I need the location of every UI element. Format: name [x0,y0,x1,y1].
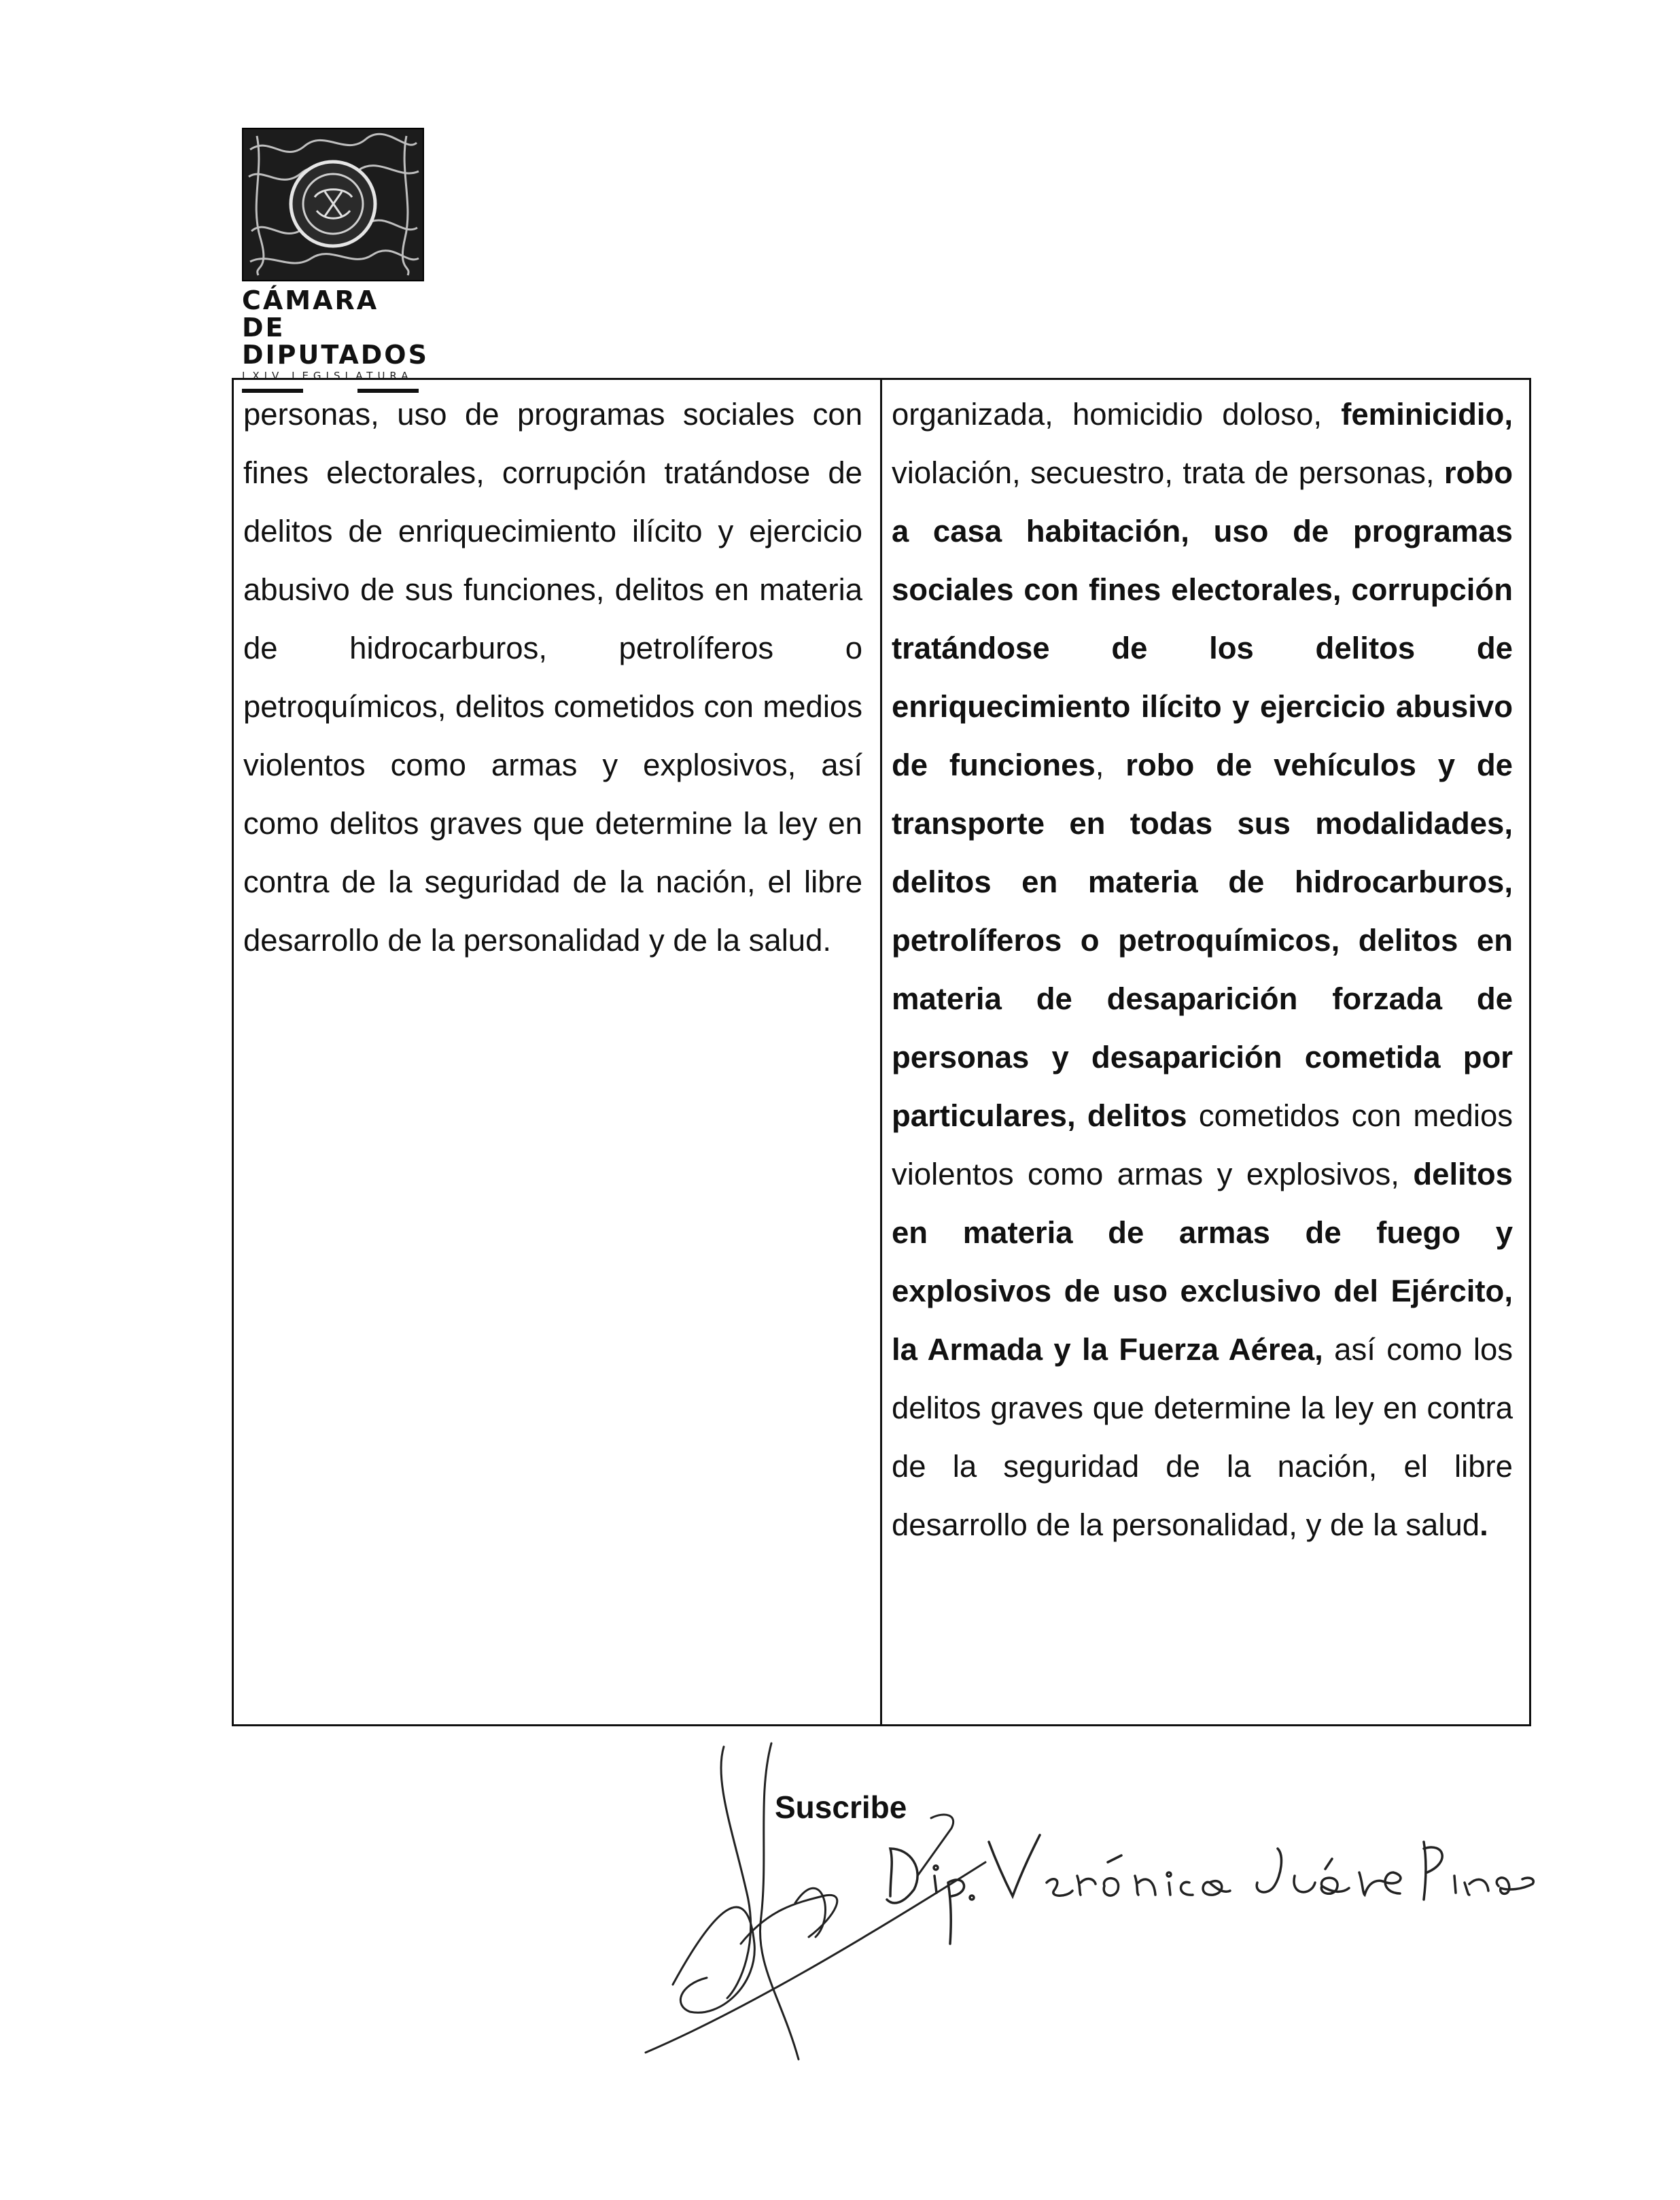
comparison-table [232,378,1531,1726]
legislature-label: LXIV LEGISLATURA [242,370,413,382]
text-segment-bold: feminicidio, [1341,397,1513,432]
text-segment-bold: robo de vehículos y de transporte en todas sus modalidades, delitos en materia de hidrocarburos, petrolíferos o petroquímicos, delitos en materia de desaparición forzada de personas y desaparición cometida por particulares, delitos [892,748,1513,1133]
text-segment-bold: robo a casa habitación, uso de programas sociales con fines electorales, corrupción tratándose de los delitos de enriquecimiento ilícito y ejercicio abusivo de funciones [892,455,1513,782]
institution-name: CÁMARA DE DIPUTADOS [242,285,429,370]
table-column-proposed [882,380,1529,1724]
text-segment: cometidos con medios violentos como armas y explosivos, [892,1098,1513,1191]
subscribe-label: Suscribe [775,1789,907,1825]
header-logo [242,128,432,393]
signature-block [632,1740,1543,2093]
text-segment-bold: delitos en materia de armas de fuego y explosivos de uso exclusivo del Ejército, la Armada y la Fuerza Aérea, [892,1157,1513,1367]
proposed-text [892,385,1513,1554]
handwritten-signature [632,1740,1543,2093]
current-text: personas, uso de programas sociales con fines electorales, corrupción tratándose de delitos de enriquecimiento ilícito y ejercicio abusivo de sus funciones, delitos en materia de hidrocarburos, petrolíferos o petroquímicos, delitos cometidos con medios violentos como armas y explosivos, así como delitos graves que determine la ley en contra de la seguridad de la nación, el libre desarrollo de la personalidad y de la salud. [243,397,862,958]
text-segment: , [1095,748,1126,782]
chamber-seal-icon [242,128,424,281]
text-segment-bold: . [1480,1507,1488,1542]
text-segment: violación, secuestro, trata de personas, [892,455,1435,490]
text-segment: así como los delitos graves que determine la ley en contra de la seguridad de la nación, el libre desarrollo de la personalidad, y de la salud [892,1332,1513,1542]
table-column-current [234,380,882,1724]
text-segment: organizada, homicidio doloso, [892,397,1342,432]
